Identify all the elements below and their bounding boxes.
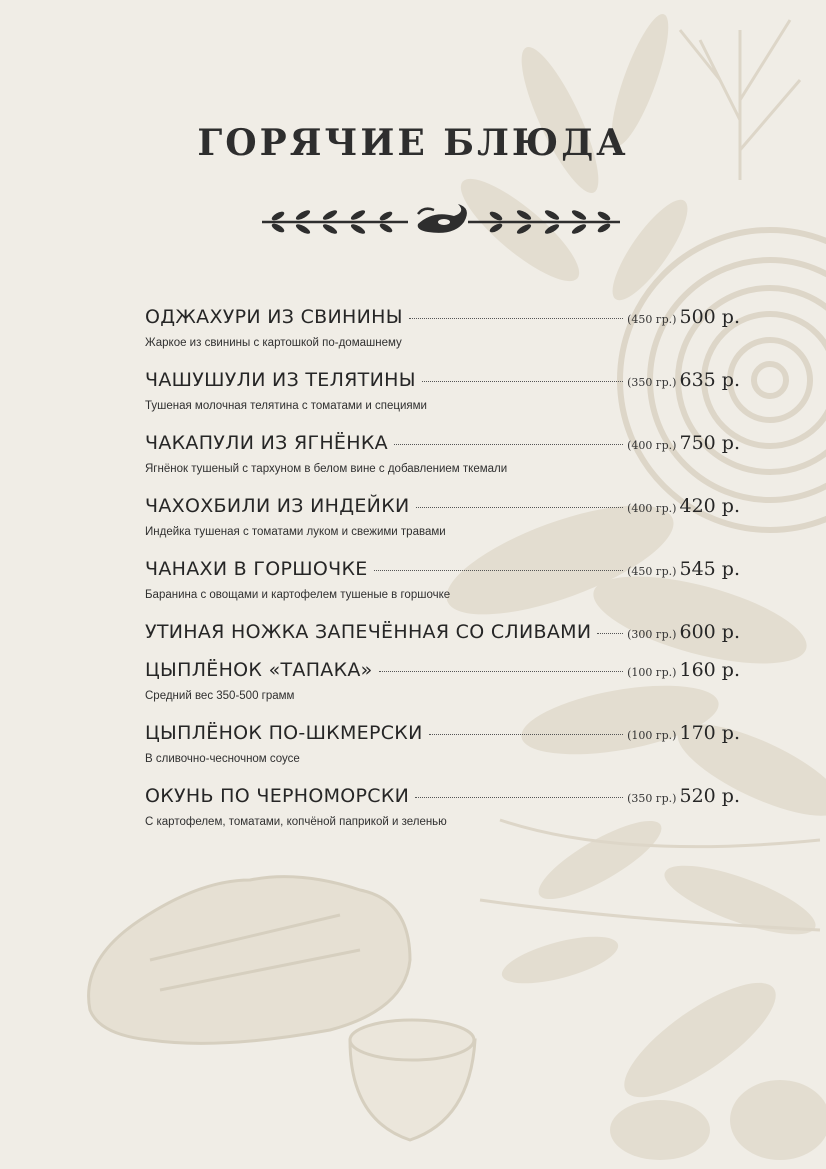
- menu-item-line: [145, 659, 740, 681]
- dish-description: С картофелем, томатами, копчёной паприкой и зеленью: [145, 816, 447, 828]
- dish-price: 160 р.: [679, 659, 740, 681]
- menu-item: [145, 785, 740, 831]
- dish-price: 500 р.: [679, 306, 740, 328]
- dish-weight: (350 гр.): [627, 376, 677, 389]
- dish-weight: (400 гр.): [627, 439, 677, 452]
- dish-description: Баранина с овощами и картофелем тушеные в горшочке: [145, 589, 451, 601]
- dish-weight: (350 гр.): [627, 792, 677, 805]
- dotted-leader: [422, 381, 623, 382]
- dish-weight: (100 гр.): [627, 729, 677, 742]
- dish-name: ОДЖАХУРИ ИЗ СВИНИНЫ: [145, 306, 403, 328]
- dish-name: ОКУНЬ ПО ЧЕРНОМОРСКИ: [145, 785, 410, 807]
- dotted-leader: [429, 734, 623, 735]
- dish-weight: (300 гр.): [627, 628, 677, 641]
- page-title: ГОРЯЧИЕ БЛЮДА: [197, 122, 629, 164]
- dish-description: Ягнёнок тушеный с тархуном в белом вине с добавлением ткемали: [145, 463, 508, 475]
- menu-item-line: [145, 722, 740, 744]
- menu-item: [145, 369, 740, 415]
- dish-description: Средний вес 350-500 грамм: [145, 690, 295, 702]
- menu-item-line: [145, 432, 740, 454]
- dish-price: 170 р.: [679, 722, 740, 744]
- menu-item: [145, 306, 740, 352]
- dish-name: ЦЫПЛЁНОК ПО-ШКМЕРСКИ: [145, 722, 423, 744]
- menu-item: [145, 722, 740, 768]
- dish-weight: (450 гр.): [627, 565, 677, 578]
- chili-pepper-icon: [418, 204, 467, 233]
- dish-weight: (100 гр.): [627, 666, 677, 679]
- laurel-divider: [258, 200, 624, 246]
- menu-item-line: [145, 558, 740, 580]
- dish-price: 420 р.: [679, 495, 740, 517]
- dotted-leader: [374, 570, 624, 571]
- menu-item-line: [145, 369, 740, 391]
- menu-item: [145, 621, 740, 643]
- menu-item: [145, 558, 740, 604]
- dish-name: ЧАКАПУЛИ ИЗ ЯГНЁНКА: [145, 432, 388, 454]
- menu-item-line: [145, 785, 740, 807]
- dish-name: ЧАХОХБИЛИ ИЗ ИНДЕЙКИ: [145, 495, 410, 517]
- dotted-leader: [409, 318, 623, 319]
- dish-price: 600 р.: [679, 621, 740, 643]
- menu-item: [145, 495, 740, 541]
- dish-name: ЧАНАХИ В ГОРШОЧКЕ: [145, 558, 368, 580]
- dish-price: 635 р.: [679, 369, 740, 391]
- dish-price: 545 р.: [679, 558, 740, 580]
- dotted-leader: [415, 797, 623, 798]
- dish-name: ЧАШУШУЛИ ИЗ ТЕЛЯТИНЫ: [145, 369, 416, 391]
- menu-item-line: [145, 495, 740, 517]
- dish-description: Индейка тушеная с томатами луком и свежими травами: [145, 526, 446, 538]
- menu-item: [145, 432, 740, 478]
- dish-weight: (400 гр.): [627, 502, 677, 515]
- dish-name: ЦЫПЛЁНОК «ТАПАКА»: [145, 659, 373, 681]
- menu-item-line: [145, 621, 740, 643]
- dish-name: УТИНАЯ НОЖКА ЗАПЕЧЁННАЯ СО СЛИВАМИ: [145, 621, 592, 643]
- dotted-leader: [416, 507, 624, 508]
- dish-description: Тушеная молочная телятина с томатами и специями: [145, 400, 427, 412]
- menu-item: [145, 659, 740, 705]
- dish-price: 520 р.: [679, 785, 740, 807]
- menu-item-line: [145, 306, 740, 328]
- dotted-leader: [394, 444, 623, 445]
- menu-list: [145, 306, 740, 848]
- dish-weight: (450 гр.): [627, 313, 677, 326]
- dish-description: Жаркое из свинины с картошкой по-домашнему: [145, 337, 402, 349]
- dish-description: В сливочно-чесночном соусе: [145, 753, 300, 765]
- dotted-leader: [597, 633, 623, 634]
- dish-price: 750 р.: [679, 432, 740, 454]
- dotted-leader: [379, 671, 624, 672]
